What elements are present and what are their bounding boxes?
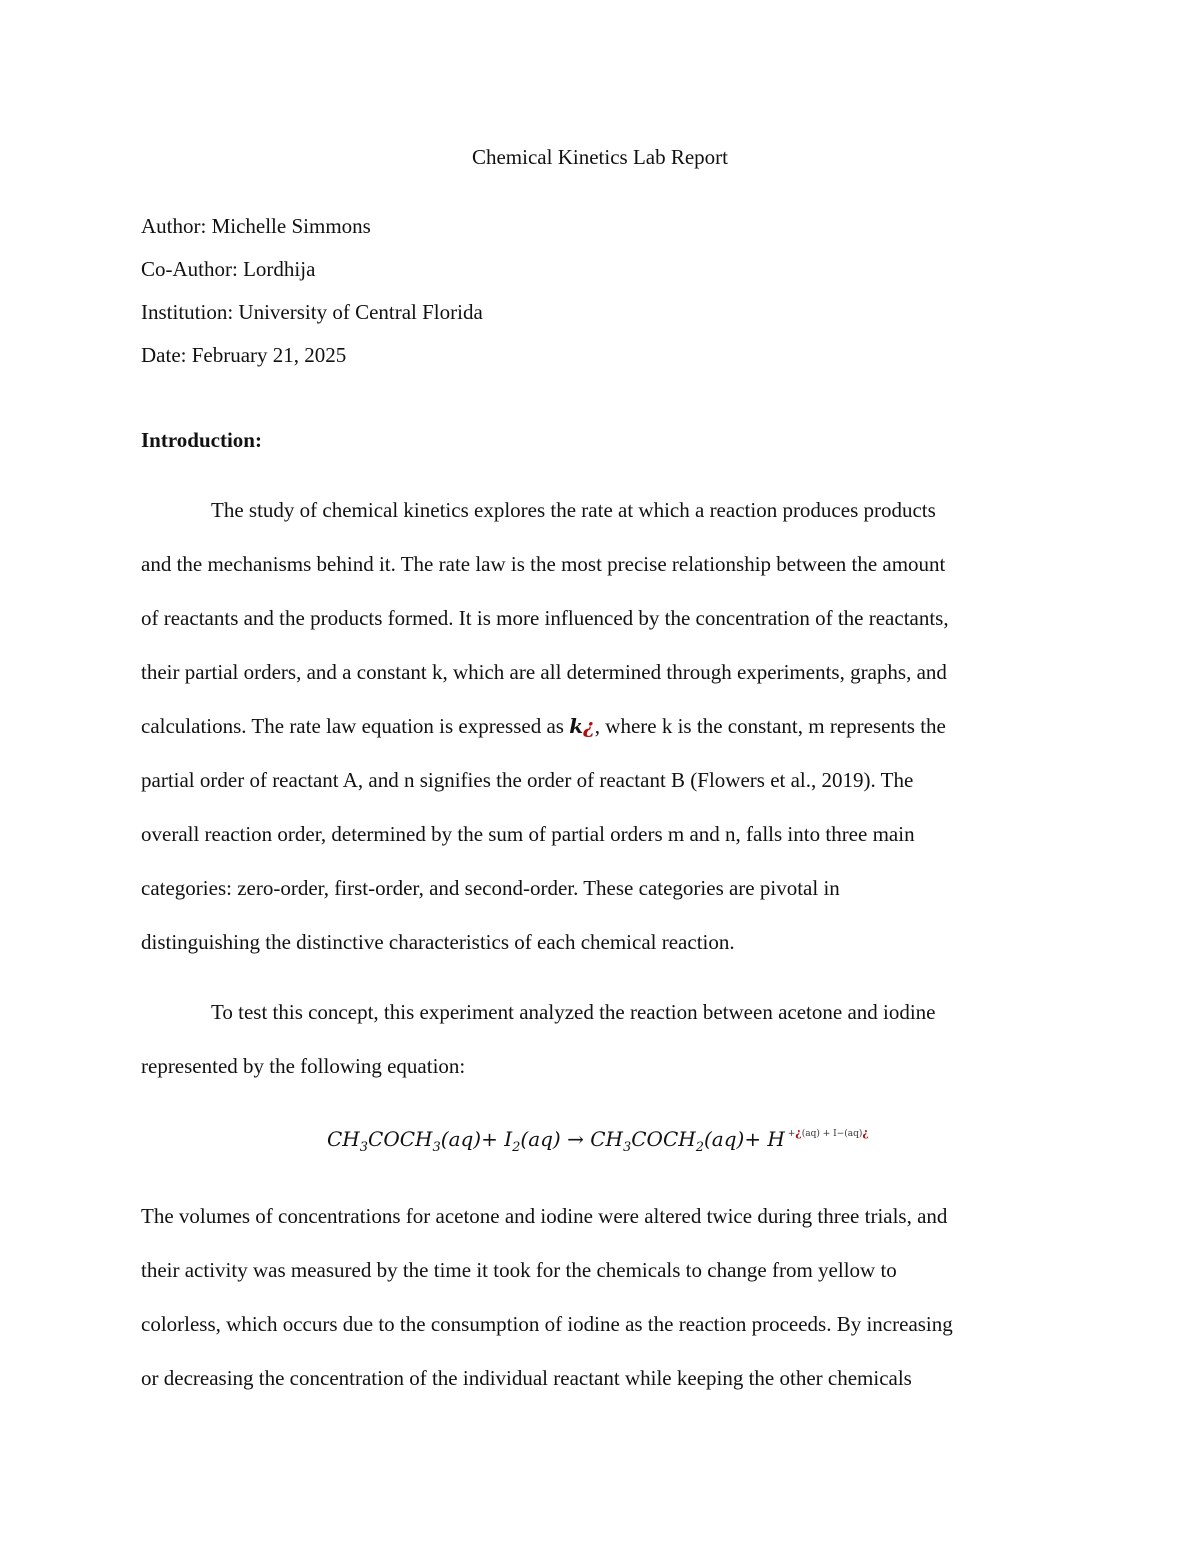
eq-subscript: 2 [695, 1140, 704, 1155]
paragraph-line: partial order of reactant A, and n signifies the order of reactant B (Flowers et al., 2019). The [141, 768, 914, 792]
eq-subscript: 3 [432, 1140, 441, 1155]
eq-term: COCH [631, 1127, 696, 1151]
paragraph-line: distinguishing the distinctive characteristics of each chemical reaction. [141, 930, 735, 954]
equation-garbled-superscript [785, 1126, 869, 1139]
equation-render-error-mark: ¿ [795, 1126, 802, 1139]
eq-subscript: 3 [359, 1140, 369, 1155]
text-segment: calculations. The rate law equation is expressed as [141, 714, 570, 738]
rate-constant-symbol: k [569, 714, 584, 738]
eq-garble: −(aq) [836, 1129, 863, 1139]
paragraph-line [141, 712, 946, 740]
paragraph-line: or decreasing the concentration of the individual reactant while keeping the other chemicals [141, 1366, 912, 1390]
author-line: Author: Michelle Simmons [141, 214, 371, 238]
eq-term: CH [327, 1127, 360, 1151]
paragraph-line: The volumes of concentrations for acetone and iodine were altered twice during three trials, and [141, 1204, 948, 1228]
date-line: Date: February 21, 2025 [141, 343, 347, 367]
paragraph-line: their partial orders, and a constant k, which are all determined through experiments, graphs, and [141, 660, 947, 684]
paragraph-line: categories: zero-order, first-order, and second-order. These categories are pivotal in [141, 876, 840, 900]
rate-law-equation [569, 714, 595, 738]
eq-garble: + [787, 1129, 796, 1139]
eq-garble: (aq) + I [801, 1129, 837, 1139]
paragraph-line: The study of chemical kinetics explores the rate at which a reaction produces products [211, 498, 936, 522]
eq-term: (aq)+ H [703, 1127, 785, 1151]
paragraph-line: colorless, which occurs due to the consumption of iodine as the reaction proceeds. By increasing [141, 1312, 953, 1336]
eq-term: (aq)+ I [440, 1127, 513, 1151]
paragraph-line: To test this concept, this experiment analyzed the reaction between acetone and iodine [211, 1000, 936, 1024]
institution-line: Institution: University of Central Florida [141, 300, 483, 324]
paragraph-line: overall reaction order, determined by the sum of partial orders m and n, falls into three main [141, 822, 915, 846]
co-author-line: Co-Author: Lordhija [141, 257, 316, 281]
equation-render-error-mark: ¿ [583, 714, 595, 738]
introduction-heading: Introduction: [141, 428, 262, 452]
paragraph-line: represented by the following equation: [141, 1054, 466, 1078]
text-segment: , where k is the constant, m represents the [594, 714, 946, 738]
reaction-equation [327, 1124, 869, 1154]
page-title: Chemical Kinetics Lab Report [471, 145, 728, 169]
paragraph-line: of reactants and the products formed. It is more influenced by the concentration of the reactants, [141, 606, 949, 630]
eq-subscript: 2 [512, 1140, 521, 1155]
equation-render-error-mark: ¿ [862, 1126, 869, 1139]
paragraph-line: and the mechanisms behind it. The rate law is the most precise relationship between the amount [141, 552, 946, 576]
eq-term: COCH [368, 1127, 433, 1151]
paragraph-line: their activity was measured by the time it took for the chemicals to change from yellow to [141, 1258, 897, 1282]
eq-subscript: 3 [622, 1140, 632, 1155]
eq-term: (aq) → CH [520, 1127, 623, 1151]
